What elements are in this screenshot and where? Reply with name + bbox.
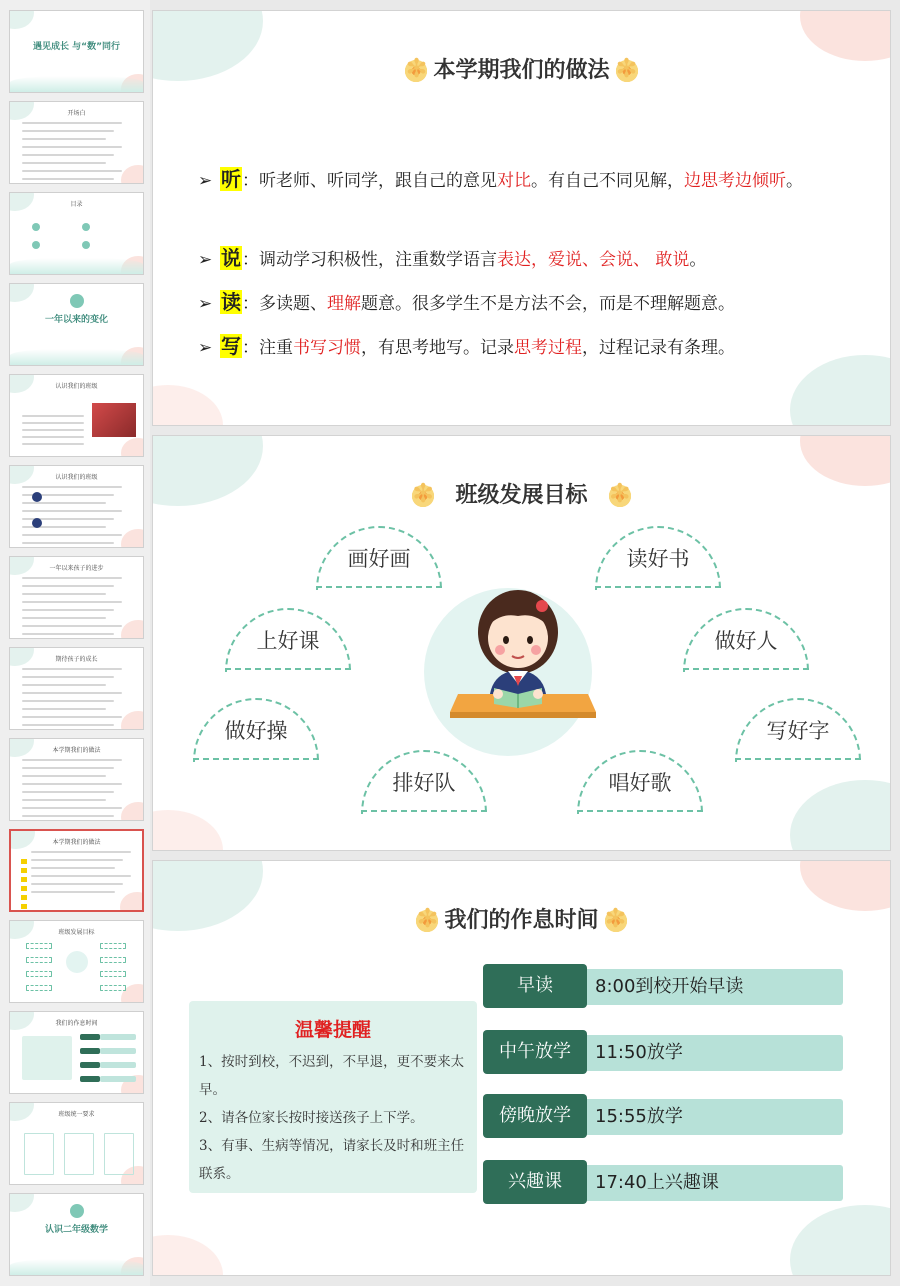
thumb-line [31,891,115,893]
thumb-decor [32,518,42,528]
thumb-line [22,724,114,726]
method-item [198,329,850,365]
decor-blob [790,355,891,426]
goal-item: 画好画 [316,526,442,590]
thumb-decor [21,904,27,909]
thumb-line [22,154,114,156]
thumb-decor [121,711,144,730]
decor-blob [152,1235,223,1276]
slide-title-text: 我们的作息时间 [444,908,599,933]
thumb-line [22,122,122,124]
thumb-line [31,867,115,869]
goal-item: 做好操 [193,698,319,762]
slide-title [153,478,890,509]
schedule-label: 傍晚放学 [483,1094,587,1138]
schedule-label: 中午放学 [483,1030,587,1074]
thumb-bar [22,1036,72,1080]
thumb-decor [121,802,144,821]
slide-thumbnail[interactable] [9,920,144,1003]
slide-thumbnail[interactable] [9,192,144,275]
thumb-line [22,775,106,777]
thumb-decor [21,868,27,873]
thumb-line [22,585,114,587]
thumb-line [31,875,131,877]
method-emphasis: 思考过程 [514,338,582,358]
reminder-box [189,1001,477,1193]
thumb-bar [100,1076,136,1082]
slide-thumbnail[interactable] [9,556,144,639]
method-key: 说 [221,246,241,270]
thumb-line [22,534,122,536]
thumb-line [22,815,114,817]
thumb-decor [10,349,143,365]
thumb-decor [32,223,40,231]
goal-item: 唱好歌 [577,750,703,814]
thumb-line [26,985,52,991]
thumb-title: 我们的作息时间 [55,1020,98,1027]
thumb-bar [80,1034,100,1040]
thumb-line [22,759,122,761]
goal-item: 排好队 [361,750,487,814]
thumb-line [104,1133,134,1175]
schedule-label: 兴趣课 [483,1160,587,1204]
thumb-line [22,510,122,512]
thumb-line [100,957,126,963]
thumb-line [26,971,52,977]
goal-item: 读好书 [595,526,721,590]
slide-thumbnail-panel[interactable] [0,0,150,1286]
method-item [198,241,850,277]
goal-item: 写好字 [735,698,861,762]
thumb-title: 开场白 [67,110,86,117]
method-text: ：听老师、听同学，跟自己的意见 [242,171,497,191]
reminder-line: 3、有事、生病等情况，请家长及时和班主任联系。 [199,1138,465,1182]
thumb-title: 班级统一要求 [58,1111,95,1118]
thumb-title: 认识我们的班级 [55,383,98,390]
thumb-decor [121,165,144,184]
slide-thumbnail[interactable] [9,829,144,912]
thumb-decor [21,895,27,900]
thumb-line [31,883,123,885]
thumb-title: 期待孩子的成长 [55,656,98,663]
decor-blob [152,810,223,851]
thumb-title: 认识我们的班级 [55,474,98,481]
goal-item: 上好课 [225,608,351,672]
thumb-line [22,436,84,438]
thumb-decor [21,886,27,891]
thumb-line [22,542,114,544]
method-text: 。 [689,250,707,270]
thumb-bar [80,1076,100,1082]
thumb-line [100,971,126,977]
thumb-bar [100,1048,136,1054]
schedule-time: 11:50放学 [595,1042,683,1063]
arrow-bullet-icon: ➢ [198,294,213,314]
thumb-line [22,170,122,172]
method-emphasis: 表达，爱说、会说、 敢说 [497,250,690,270]
thumb-title: 本学期我们的做法 [52,839,101,846]
thumb-title: 目录 [70,201,83,208]
method-emphasis: 书写习惯 [293,338,361,358]
thumb-decor [9,283,34,302]
thumb-decor [70,294,84,308]
thumb-decor [121,438,144,457]
schedule-time: 17:40上兴趣课 [595,1172,719,1193]
thumb-line [64,1133,94,1175]
flower-icon [607,483,633,509]
thumb-line [22,422,84,424]
slide-thumbnail[interactable] [9,10,144,93]
slide-practice-methods[interactable] [152,10,891,426]
thumb-decor [10,76,143,92]
thumb-line [22,146,122,148]
arrow-bullet-icon: ➢ [198,171,213,191]
thumb-line [22,130,114,132]
method-text: ：注重 [242,338,293,358]
schedule-label: 早读 [483,964,587,1008]
method-emphasis: 理解 [327,294,361,314]
decor-blob [790,1205,891,1276]
thumb-title: 认识二年级数学 [44,1225,108,1235]
thumb-decor [32,492,42,502]
thumb-line [22,178,114,180]
method-key: 读 [221,290,241,314]
thumb-line [22,415,84,417]
thumb-line [22,716,122,718]
thumb-decor [9,10,34,29]
thumb-decor [70,1204,84,1218]
flower-icon [603,908,629,934]
thumb-decor [66,951,88,973]
thumb-line [22,593,106,595]
slide-thumbnail[interactable] [9,1102,144,1185]
thumb-decor [9,1193,34,1212]
slide-title-text: 本学期我们的做法 [433,58,610,83]
flower-icon [410,483,436,509]
method-key: 写 [221,334,241,358]
slide-thumbnail[interactable] [9,1193,144,1276]
thumb-line [22,668,122,670]
slide-daily-schedule[interactable] [152,860,891,1276]
method-text: 题意。很多学生不是方法不会，而是不理解题意。 [361,294,735,314]
slide-title [153,53,890,84]
goal-item: 做好人 [683,608,809,672]
thumb-line [22,601,122,603]
thumb-decor [82,241,90,249]
thumb-line [22,791,114,793]
thumb-decor [121,620,144,639]
thumb-decor [21,859,27,864]
thumb-decor [82,223,90,231]
method-emphasis: 边思考边倾听 [684,171,786,191]
slide-thumbnail[interactable] [9,374,144,457]
slide-thumbnail[interactable] [9,465,144,548]
slide-thumbnail[interactable] [9,101,144,184]
thumb-line [31,851,131,853]
slide-thumbnail[interactable] [9,1011,144,1094]
thumb-line [22,708,106,710]
thumb-line [22,684,106,686]
method-text: 。有自己不同见解， [531,171,684,191]
thumb-bar [100,1062,136,1068]
thumb-line [22,443,84,445]
method-key: 听 [221,167,241,191]
thumb-line [22,783,122,785]
thumb-line [22,767,114,769]
thumb-line [22,577,122,579]
slide-title [153,903,890,934]
thumb-line [22,617,106,619]
flower-icon [414,908,440,934]
schedule-time: 8:00到校开始早读 [595,976,744,997]
thumb-line [22,799,106,801]
thumb-line [22,429,84,431]
thumb-line [22,633,114,635]
thumb-line [100,985,126,991]
thumb-line [22,692,122,694]
schedule-row [483,1097,843,1135]
slide-class-goals[interactable] [152,435,891,851]
thumb-line [31,859,123,861]
thumb-line [22,609,114,611]
thumb-title: 班级发展目标 [58,929,95,936]
thumb-line [22,700,114,702]
thumb-bar [80,1048,100,1054]
thumb-decor [120,892,144,912]
thumb-line [22,625,122,627]
arrow-bullet-icon: ➢ [198,250,213,270]
thumb-title: 遇见成长 与“数”同行 [33,42,120,52]
thumb-decor [10,1259,143,1275]
thumb-line [22,162,106,164]
flower-icon [614,58,640,84]
method-text: ，过程记录有条理。 [582,338,735,358]
thumb-line [24,1133,54,1175]
schedule-row [483,1033,843,1071]
thumb-line [100,943,126,949]
thumb-line [22,807,122,809]
girl-reading-illustration [438,576,608,726]
thumb-decor [32,241,40,249]
method-text: 。 [786,171,803,191]
slide-title-text: 班级发展目标 [455,483,588,508]
thumb-line [22,486,122,488]
thumb-line [26,943,52,949]
slide-thumbnail[interactable] [9,738,144,821]
slide-thumbnail[interactable] [9,283,144,366]
thumb-decor [121,529,144,548]
flower-icon [403,58,429,84]
method-text: ：多读题、 [242,294,327,314]
method-text: ：调动学习积极性，注重数学语言 [242,250,497,270]
thumb-title: 一年以来的变化 [44,315,108,325]
arrow-bullet-icon: ➢ [198,338,213,358]
thumb-photo [92,403,136,437]
thumb-decor [10,258,143,274]
method-emphasis: 对比 [497,171,531,191]
method-item [198,285,850,321]
method-item [198,161,818,199]
thumb-line [22,502,106,504]
thumb-line [22,138,106,140]
schedule-row [483,1163,843,1201]
thumb-line [22,676,114,678]
thumb-line [26,957,52,963]
reminder-title: 温馨提醒 [294,1019,371,1041]
reminder-line: 1、按时到校，不迟到，不早退，更不要来太早。 [199,1054,465,1098]
decor-blob [152,385,223,426]
thumb-decor [21,877,27,882]
schedule-time: 15:55放学 [595,1106,683,1127]
schedule-row [483,967,843,1005]
thumb-bar [80,1062,100,1068]
thumb-title: 一年以来孩子的进步 [49,565,104,572]
method-text: ，有思考地写。记录 [361,338,514,358]
decor-blob [790,780,891,851]
thumb-title: 本学期我们的做法 [52,747,101,754]
thumb-bar [100,1034,136,1040]
reminder-line: 2、请各位家长按时接送孩子上下学。 [199,1110,424,1126]
slide-thumbnail[interactable] [9,647,144,730]
